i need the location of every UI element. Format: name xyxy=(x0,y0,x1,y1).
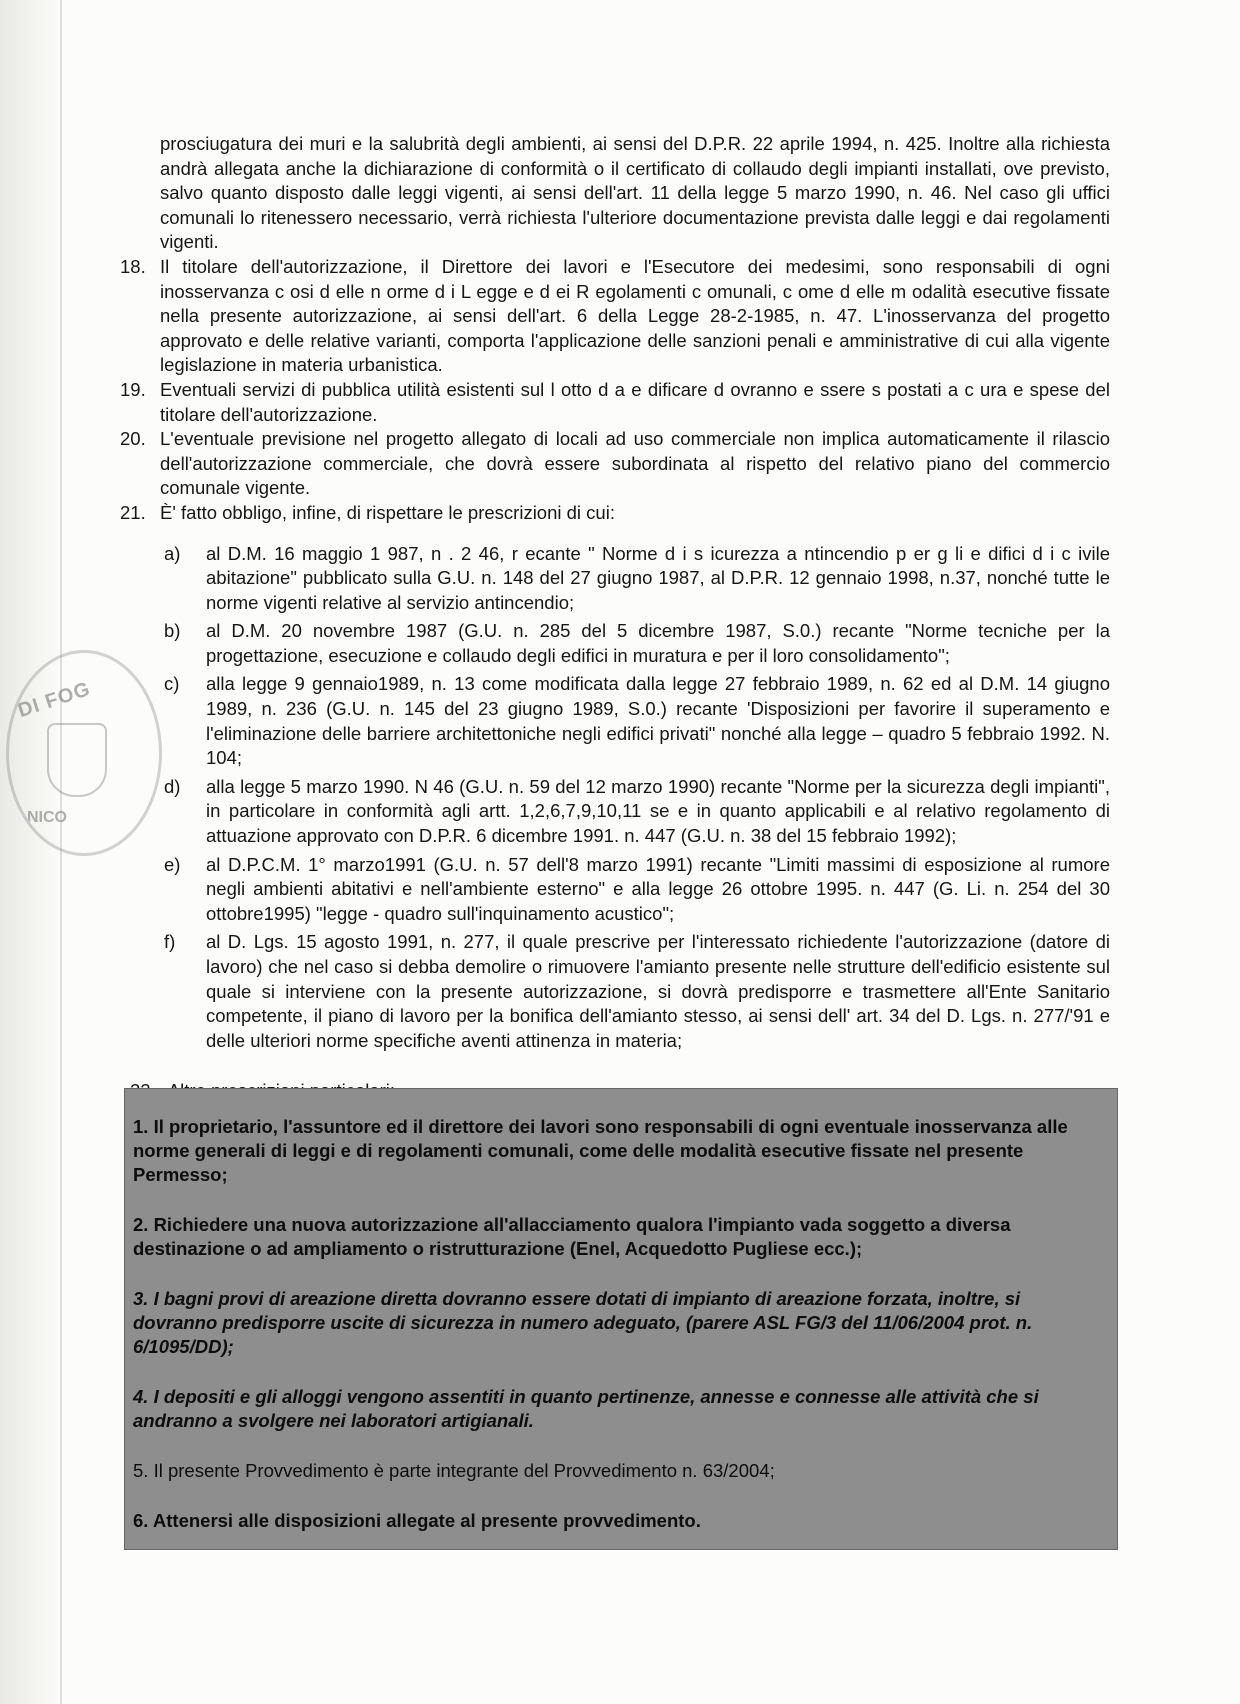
stamp-top-text: DI FOG xyxy=(15,677,94,723)
list-item-19 xyxy=(120,378,1110,427)
prescription-4: 4. I depositi e gli alloggi vengono assentiti in quanto pertinenze, annesse e connesse alle attività che si andranno a svolgere nei laboratori artigianali. xyxy=(133,1386,1039,1431)
sub-list xyxy=(120,542,1110,1054)
item-text: Il titolare dell'autorizzazione, il Direttore dei lavori e l'Esecutore dei medesimi, sono responsabili di ogni inosservanza c osi d elle n orme d i L egge e d ei R egolamenti c omunali, c ome d elle m odalità esecutive fissate nella presente autorizzazione, ai sensi dell'art. 6 della Legge 28-2-1985, n. 47. L'inosservanza del progetto approvato e delle relative varianti, comporta l'applicazione delle sanzioni penali e amministrative di cui alla vigente legislazione in materia urbanistica. xyxy=(160,255,1110,376)
prescription-3: 3. I bagni provi di areazione diretta dovranno essere dotati di impianto di areazione forzata, inoltre, si dovranno predisporre uscite di sicurezza in numero adeguato, (parere ASL FG/3 del 11/06/2004 prot. n. 6/1095/DD); xyxy=(133,1288,1033,1357)
list-item-21 xyxy=(120,501,1110,526)
scan-edge xyxy=(0,0,64,1704)
sub-item-letter: d) xyxy=(164,775,181,797)
item-text: Eventuali servizi di pubblica utilità esistenti sul l otto d a e dificare d ovranno e ssere s postati a c ura e spese del titolare dell'autorizzazione. xyxy=(160,378,1110,425)
sub-item-d xyxy=(160,775,1110,849)
sub-item-letter: e) xyxy=(164,853,181,875)
sub-item-text: al D. Lgs. 15 agosto 1991, n. 277, il quale prescrive per l'interessato richiedente l'autorizzazione (datore di lavoro) che nel caso si debba demolire o rimuovere l'amianto presente nelle strutture dell'edificio esistente sul quale si interviene con la presente autorizzazione, si dovrà predisporre e trasmettere all'Ente Sanitario competente, il piano di lavoro per la bonifica dell'amianto stesso, ai sensi dell' art. 34 del D. Lgs. n. 277/'91 e delle ulteriori norme specifiche aventi attinenza in materia; xyxy=(206,931,1110,1051)
sub-item-text: alla legge 9 gennaio1989, n. 13 come modificata dalla legge 27 febbraio 1989, n. 62 ed al D.M. 14 giugno 1989, n. 236 (G.U. n. 145 del 23 giugno 1989, S.0.) recante 'Disposizioni per favorire il superamento e l'eliminazione delle barriere architettoniche negli edifici privati" nonché alla legge – quadro 5 febbraio 1992. N. 104; xyxy=(206,673,1110,769)
prescription-2: 2. Richiedere una nuova autorizzazione all'allacciamento qualora l'impianto vada soggetto a diversa destinazione o ad ampliamento o ristrutturazione (Enel, Acquedotto Pugliese ecc.); xyxy=(133,1214,1011,1259)
sub-item-f xyxy=(160,930,1110,1053)
sub-item-c xyxy=(160,672,1110,770)
sub-item-text: al D.M. 16 maggio 1 987, n . 2 46, r ecante " Norme d i s icurezza a ntincendio p er g li e difici d i c ivile abitazione" pubblicato sulla G.U. n. 148 del 27 giugno 1987, al D.P.R. 12 gennaio 1998, n.37, nonché tutte le norme vigenti relative al servizio antincendio; xyxy=(206,542,1110,613)
stamp-emblem-icon xyxy=(47,723,107,797)
sub-item-e xyxy=(160,853,1110,927)
sub-item-text: al D.M. 20 novembre 1987 (G.U. n. 285 del 5 dicembre 1987, S.0.) recante "Norme tecniche per la progettazione, esecuzione e collaudo degli edifici in muratura e per il loro consolidamento"; xyxy=(206,620,1110,666)
prescription-6: 6. Attenersi alle disposizioni allegate al presente provvedimento. xyxy=(133,1510,701,1531)
sub-item-text: al D.P.C.M. 1° marzo1991 (G.U. n. 57 dell'8 marzo 1991) recante "Limiti massimi di esposizione al rumore negli ambienti abitativi e nell'ambiente esterno" e alla legge 26 ottobre 1995. n. 447 (G. Li. n. 254 del 30 ottobre1995) "legge - quadro sull'inquinamento acustico"; xyxy=(206,853,1110,924)
document-body xyxy=(120,132,1110,1104)
list-item-20 xyxy=(120,427,1110,501)
intro-paragraph: prosciugatura dei muri e la salubrità degli ambienti, ai sensi del D.P.R. 22 aprile 1994, n. 425. Inoltre alla richiesta andrà allegata anche la dichiarazione di conformità o il certificato di collaudo degli impianti installati, ove previsto, salvo quanto disposto dalle leggi vigenti, ai sensi dell'art. 11 della legge 5 marzo 1990, n. 46. Nel caso gli uffici comunali lo ritenessero necessario, verrà richiesta l'ulteriore documentazione prevista dalle leggi e dai regolamenti vigenti. xyxy=(160,133,1110,253)
list-item-18 xyxy=(120,255,1110,378)
item-text: È' fatto obbligo, infine, di rispettare le prescrizioni di cui: xyxy=(160,501,615,523)
sub-item-letter: f) xyxy=(164,931,176,953)
sub-item-letter: c) xyxy=(164,673,180,695)
sub-item-letter: a) xyxy=(164,542,181,564)
item-text: L'eventuale previsione nel progetto allegato di locali ad uso commerciale non implica automaticamente il rilascio dell'autorizzazione commerciale, che dovrà essere subordinata al rispetto del relativo piano del commercio comunale vigente. xyxy=(160,428,1110,499)
prescription-1: 1. Il proprietario, l'assuntore ed il direttore dei lavori sono responsabili di ogni eventuale inosservanza alle norme generali di leggi e di regolamenti comunali, come delle modalità esecutive fissate nel presente Permesso; xyxy=(133,1116,1068,1185)
prescription-5: 5. Il presente Provvedimento è parte integrante del Provvedimento n. 63/2004; xyxy=(133,1460,775,1481)
sub-item-letter: b) xyxy=(164,620,181,642)
item-number: 20. xyxy=(120,428,146,450)
sub-item-b xyxy=(160,619,1110,668)
item-number: 21. xyxy=(120,501,146,523)
special-prescriptions-box xyxy=(124,1088,1118,1550)
sub-item-text: alla legge 5 marzo 1990. N 46 (G.U. n. 59 del 12 marzo 1990) recante "Norme per la sicurezza degli impianti", in particolare in conformità agli artt. 1,2,6,7,9,10,11 se e in quanto applicabili e al relativo regolamento di attuazione approvato con D.P.R. 6 dicembre 1991. n. 447 (G.U. n. 38 del 15 febbraio 1992); xyxy=(206,775,1110,847)
sub-item-a xyxy=(160,542,1110,616)
item-number: 18. xyxy=(120,255,146,277)
item-number: 19. xyxy=(120,378,146,400)
stamp-bottom-text: NICO xyxy=(27,809,67,826)
